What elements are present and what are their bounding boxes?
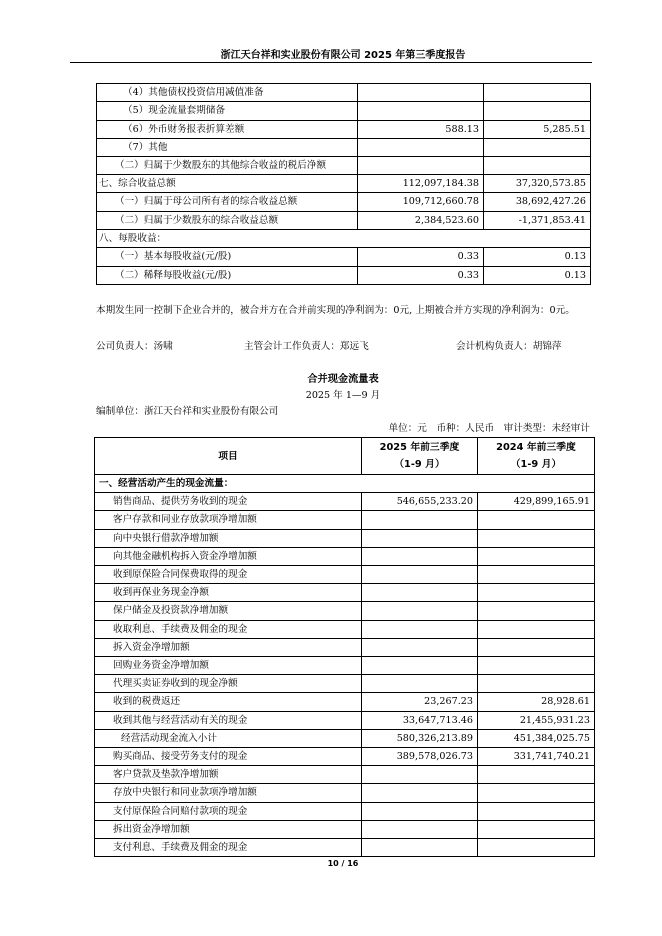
prior-value <box>484 157 591 175</box>
current-value <box>362 802 478 820</box>
prior-value <box>484 138 591 156</box>
prior-value: 0.13 <box>484 266 591 284</box>
prior-value <box>478 802 595 820</box>
prior-period-header <box>478 438 595 475</box>
row-label: 保户储金及投资款净增加额 <box>95 602 362 620</box>
row-label: 向其他金融机构拆入资金净增加额 <box>95 547 362 565</box>
table-row <box>95 711 595 729</box>
prior-value <box>478 547 595 565</box>
current-value: 112,097,184.38 <box>358 175 484 193</box>
current-value <box>362 529 478 547</box>
table-row <box>95 839 595 857</box>
prior-value <box>478 766 595 784</box>
current-value: 0.33 <box>358 248 484 266</box>
row-label: 客户贷款及垫款净增加额 <box>95 766 362 784</box>
row-label: 七、综合收益总额 <box>97 175 358 193</box>
table-row <box>97 248 591 266</box>
table-row <box>95 547 595 565</box>
row-label: 存放中央银行和同业款项净增加额 <box>95 784 362 802</box>
current-value: 580,326,213.89 <box>362 729 478 747</box>
header-divider <box>70 62 592 63</box>
table-row <box>97 175 591 193</box>
table-row <box>95 675 595 693</box>
row-label: 收到再保业务现金净额 <box>95 584 362 602</box>
prior-value <box>478 584 595 602</box>
subtotal-row <box>95 729 595 747</box>
current-value <box>362 784 478 802</box>
current-value <box>362 547 478 565</box>
prior-value <box>478 529 595 547</box>
section-row <box>95 475 595 493</box>
table-row <box>95 820 595 838</box>
row-label: 拆入资金净增加额 <box>95 638 362 656</box>
current-value <box>362 820 478 838</box>
cash-flow-table <box>94 437 595 857</box>
table-row <box>95 566 595 584</box>
cash-flow-period: 2025 年 1—9 月 <box>305 390 381 401</box>
prior-header-line2: （1-9 月） <box>510 459 562 470</box>
row-label: 购买商品、接受劳务支付的现金 <box>95 748 362 766</box>
prior-value <box>484 84 591 102</box>
prior-value <box>478 638 595 656</box>
prior-value: 38,692,427.26 <box>484 193 591 211</box>
page-header: 浙江天台祥和实业股份有限公司 2025 年第三季度报告 <box>220 50 466 61</box>
row-label: 收到原保险合同保费取得的现金 <box>95 566 362 584</box>
current-value <box>362 620 478 638</box>
current-value <box>362 638 478 656</box>
current-value <box>358 157 484 175</box>
current-value: 2,384,523.60 <box>358 211 484 229</box>
table-row <box>97 157 591 175</box>
row-label: 收到其他与经营活动有关的现金 <box>95 711 362 729</box>
prior-value: 5,285.51 <box>484 120 591 138</box>
current-value <box>362 675 478 693</box>
row-label: 拆出资金净增加额 <box>95 820 362 838</box>
table-row <box>95 511 595 529</box>
current-value <box>362 766 478 784</box>
prior-value <box>478 839 595 857</box>
row-label: （6）外币财务报表折算差额 <box>97 120 358 138</box>
prior-value <box>478 566 595 584</box>
current-value <box>362 602 478 620</box>
row-label: （一）基本每股收益(元/股) <box>97 248 358 266</box>
row-label: 回购业务资金净增加额 <box>95 657 362 675</box>
row-label: （一）归属于母公司所有者的综合收益总额 <box>97 193 358 211</box>
row-label: （5）现金流量套期储备 <box>97 102 358 120</box>
prior-value: 331,741,740.21 <box>478 748 595 766</box>
prior-value <box>478 657 595 675</box>
current-value <box>362 584 478 602</box>
current-value <box>358 102 484 120</box>
current-value <box>358 84 484 102</box>
row-label: 收取利息、手续费及佣金的现金 <box>95 620 362 638</box>
row-label: 销售商品、提供劳务收到的现金 <box>95 493 362 511</box>
prior-value: 0.13 <box>484 248 591 266</box>
table-row <box>95 493 595 511</box>
row-label: （二）归属于少数股东的其他综合收益的税后净额 <box>97 157 358 175</box>
row-label: 八、每股收益： <box>97 230 591 248</box>
current-value <box>362 657 478 675</box>
row-label: （二）归属于少数股东的综合收益总额 <box>97 211 358 229</box>
table-row <box>95 784 595 802</box>
table-row <box>97 84 591 102</box>
income-statement-continued-table <box>96 83 591 285</box>
prior-value <box>478 820 595 838</box>
row-label: 经营活动现金流入小计 <box>95 729 362 747</box>
current-value <box>362 511 478 529</box>
prior-value: 451,384,025.75 <box>478 729 595 747</box>
prior-value <box>484 102 591 120</box>
prior-value: 429,899,165.91 <box>478 493 595 511</box>
table-row <box>95 657 595 675</box>
cash-flow-org: 编制单位：浙江天台祥和实业股份有限公司 <box>96 406 279 417</box>
table-row <box>95 602 595 620</box>
table-row <box>95 638 595 656</box>
prior-value <box>478 620 595 638</box>
prior-value <box>478 602 595 620</box>
prior-value <box>478 675 595 693</box>
row-label: 客户存款和同业存放款项净增加额 <box>95 511 362 529</box>
table-row <box>97 193 591 211</box>
row-label: 支付利息、手续费及佣金的现金 <box>95 839 362 857</box>
table-row <box>97 102 591 120</box>
row-label: （4）其他债权投资信用减值准备 <box>97 84 358 102</box>
item-header: 项目 <box>95 438 362 475</box>
current-value: 389,578,026.73 <box>362 748 478 766</box>
page-number: 10 / 16 <box>327 859 359 868</box>
header-row <box>95 438 595 475</box>
current-value <box>362 566 478 584</box>
current-value: 33,647,713.46 <box>362 711 478 729</box>
table-row <box>95 693 595 711</box>
table-row <box>95 766 595 784</box>
row-label: （7）其他 <box>97 138 358 156</box>
current-value: 546,655,233.20 <box>362 493 478 511</box>
table-row <box>97 230 591 248</box>
row-label: 支付原保险合同赔付款项的现金 <box>95 802 362 820</box>
table-row <box>95 529 595 547</box>
current-value: 109,712,660.78 <box>358 193 484 211</box>
prior-value: 28,928.61 <box>478 693 595 711</box>
table-row <box>97 120 591 138</box>
accounting-org-head-signature: 会计机构负责人：胡锦萍 <box>456 341 562 352</box>
table-row <box>97 138 591 156</box>
prior-header-line1: 2024 年前三季度 <box>496 442 576 453</box>
current-period-header <box>362 438 478 475</box>
row-label: 向中央银行借款净增加额 <box>95 529 362 547</box>
current-value: 0.33 <box>358 266 484 284</box>
table-row <box>97 211 591 229</box>
prior-value <box>478 784 595 802</box>
accounting-head-signature: 主管会计工作负责人：郑远飞 <box>244 341 369 352</box>
prior-value: 21,455,931.23 <box>478 711 595 729</box>
current-value: 588.13 <box>358 120 484 138</box>
row-label: 收到的税费返还 <box>95 693 362 711</box>
table-row <box>95 802 595 820</box>
section-label: 一、经营活动产生的现金流量： <box>95 475 595 493</box>
table-row <box>97 266 591 284</box>
current-value <box>362 839 478 857</box>
cash-flow-title: 合并现金流量表 <box>307 374 379 385</box>
company-head-signature: 公司负责人：汤啸 <box>96 341 173 352</box>
table-row <box>95 620 595 638</box>
current-header-line1: 2025 年前三季度 <box>379 442 460 453</box>
prior-value: 37,320,573.85 <box>484 175 591 193</box>
current-header-line2: （1-9 月） <box>394 459 445 470</box>
current-value <box>358 138 484 156</box>
cash-flow-unit-line: 单位：元 币种：人民币 审计类型：未经审计 <box>388 423 590 434</box>
row-label: 代理买卖证券收到的现金净额 <box>95 675 362 693</box>
merger-note: 本期发生同一控制下企业合并的，被合并方在合并前实现的净利润为：0元, 上期被合并方实现的净利润为：0元。 <box>96 305 575 316</box>
table-row <box>95 748 595 766</box>
table-row <box>95 584 595 602</box>
current-value: 23,267.23 <box>362 693 478 711</box>
prior-value <box>478 511 595 529</box>
prior-value: -1,371,853.41 <box>484 211 591 229</box>
row-label: （二）稀释每股收益(元/股) <box>97 266 358 284</box>
